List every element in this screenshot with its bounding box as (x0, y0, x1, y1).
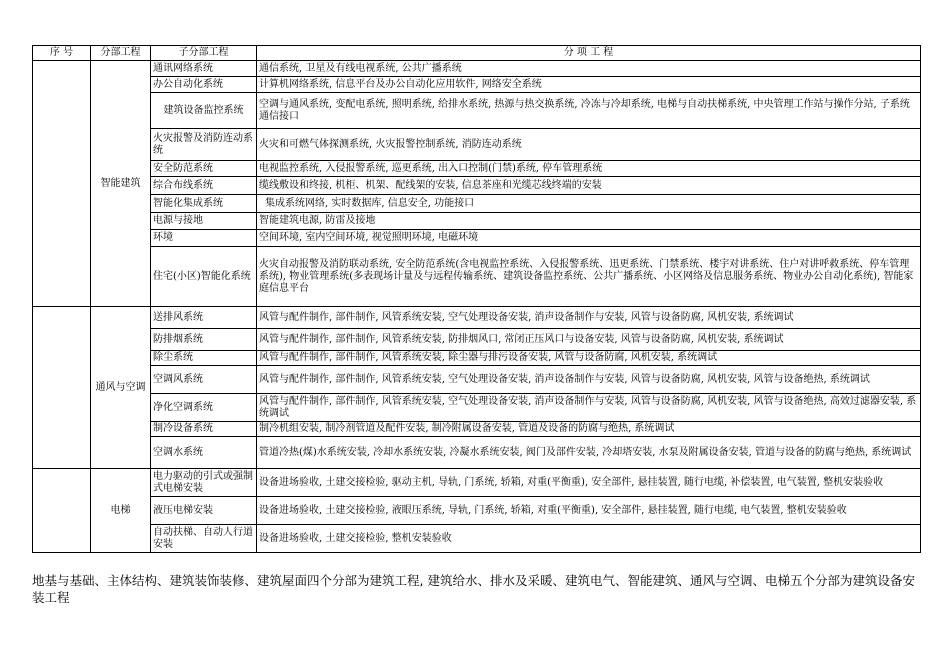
table-row (33, 61, 921, 77)
table-row (33, 247, 921, 307)
table-row (33, 366, 921, 394)
subdivision-cell: 办公自动化系统 (151, 77, 257, 93)
subdivision-cell: 通讯网络系统 (151, 61, 257, 77)
header-seq: 序 号 (33, 46, 91, 61)
items-cell: 风管与配件制作, 部件制作, 风管系统安装, 空气处理设备安装, 消声设备制作与安装, 风管与设备防腐, 风机安装, 系统调试 (257, 307, 921, 329)
table-row (33, 394, 921, 422)
table-row (33, 230, 921, 247)
table-row (33, 93, 921, 129)
subdivision-cell: 空调水系统 (151, 437, 257, 469)
items-cell: 设备进场验收, 土建交接检验, 驱动主机, 导轨, 门系统, 轿箱, 对重(平衡重), 安全部件, 悬挂装置, 随行电缆, 补偿装置, 电气装置, 整机安装验收 (257, 469, 921, 497)
subdivision-cell: 制冷设备系统 (151, 422, 257, 437)
table-row (33, 177, 921, 195)
table-row (33, 77, 921, 93)
subdivision-cell: 安全防范系统 (151, 161, 257, 177)
table-row (33, 351, 921, 366)
items-cell: 风管与配件制作, 部件制作, 风管系统安装, 空气处理设备安装, 消声设备制作与安装, 风管与设备防腐, 风机安装, 风管与设备绝热, 高效过滤器安装, 系统调试 (257, 394, 921, 422)
items-cell: 风管与配件制作, 部件制作, 风管系统安装, 空气处理设备安装, 消声设备制作与安装, 风管与设备防腐, 风机安装, 风管与设备绝热, 系统调试 (257, 366, 921, 394)
subdivision-cell: 净化空调系统 (151, 394, 257, 422)
table-row (33, 307, 921, 329)
subdivision-cell: 火灾报警及消防连动系统 (151, 129, 257, 161)
subdivision-cell: 电力驱动的引式或强制式电梯安装 (151, 469, 257, 497)
items-cell: 计算机网络系统, 信息平台及办公自动化应用软件, 网络安全系统 (257, 77, 921, 93)
subdivision-cell: 液压电梯安装 (151, 497, 257, 525)
header-division: 分部工程 (91, 46, 151, 61)
table-row (33, 213, 921, 230)
items-cell: 空调与通风系统, 变配电系统, 照明系统, 给排水系统, 热源与热交换系统, 冷冻与冷却系统, 电梯与自动扶梯系统, 中央管理工作站与操作分站, 子系统通信接口 (257, 93, 921, 129)
items-cell: 设备进场验收, 土建交接检验, 液眼压系统, 导轨, 门系统, 轿箱, 对重(平衡重), 安全部件, 悬挂装置, 随行电缆, 电气装置, 整机安装验收 (257, 497, 921, 525)
subdivision-cell: 环境 (151, 230, 257, 247)
division-cell: 智能建筑 (91, 61, 151, 307)
subdivision-cell: 综合布线系统 (151, 177, 257, 195)
items-cell: 管道冷热(煤)水系统安装, 冷却水系统安装, 冷凝水系统安装, 阀门及部件安装, 冷却塔安装, 水泵及附属设备安装, 管道与设备的防腐与绝热, 系统调试 (257, 437, 921, 469)
items-cell: 制冷机组安装, 制冷剂管道及配件安装, 制冷附属设备安装, 管道及设备的防腐与绝热, 系统调试 (257, 422, 921, 437)
seq-cell (33, 469, 91, 553)
header-items: 分 项 工 程 (257, 46, 921, 61)
seq-cell (33, 307, 91, 469)
header-row (33, 46, 921, 61)
subdivision-cell: 住宅(小区)智能化系统 (151, 247, 257, 307)
items-cell: 风管与配件制作, 部件制作, 风管系统安装, 防排烟风口, 常闭正压风口与设备安装, 风管与设备防腐, 风机安装, 系统调试 (257, 329, 921, 351)
table-row (33, 129, 921, 161)
subdivision-cell: 建筑设备监控系统 (151, 93, 257, 129)
division-cell: 电梯 (91, 469, 151, 553)
items-cell: 通信系统, 卫星及有线电视系统, 公共广播系统 (257, 61, 921, 77)
items-cell: 风管与配件制作, 部件制作, 风管系统安装, 除尘器与排污设备安装, 风管与设备防腐, 风机安装, 系统调试 (257, 351, 921, 366)
items-cell: 电视监控系统, 入侵报警系统, 巡更系统, 出入口控制(门禁)系统, 停车管理系统 (257, 161, 921, 177)
table-row (33, 329, 921, 351)
items-cell: 火灾自动报警及消防联动系统, 安全防范系统(含电视监控系统、入侵报警系统、迅更系统、门禁系统、楼宇对讲系统、住户对讲呼救系统、停车管理系统), 物业管理系统(多表现场计量及与远程传输系统、建筑设备监控系统、公共广播系统、小区网络及信息服务系统、物业办公自动化系统), 智能家庭信息平台 (257, 247, 921, 307)
subdivision-cell: 智能化集成系统 (151, 195, 257, 213)
table-row (33, 497, 921, 525)
items-cell: 集成系统网络, 实时数据库, 信息安全, 功能接口 (257, 195, 921, 213)
table-row (33, 525, 921, 553)
subdivision-cell: 自动扶梯、自动人行道安装 (151, 525, 257, 553)
header-subdivision: 子分部工程 (151, 46, 257, 61)
subdivision-cell: 送排风系统 (151, 307, 257, 329)
subdivision-cell: 电源与接地 (151, 213, 257, 230)
seq-cell (33, 61, 91, 307)
table-row (33, 422, 921, 437)
subdivision-cell: 空调风系统 (151, 366, 257, 394)
subdivision-cell: 除尘系统 (151, 351, 257, 366)
items-cell: 缆线敷设和终接, 机柜、机架、配线架的安装, 信息茶座和光缆芯线终端的安装 (257, 177, 921, 195)
items-cell: 智能建筑电源, 防雷及接地 (257, 213, 921, 230)
division-cell: 通风与空调 (91, 307, 151, 469)
table-row (33, 469, 921, 497)
footnote: 地基与基础、主体结构、建筑装饰装修、建筑屋面四个分部为建筑工程, 建筑给水、排水及采暖、建筑电气、智能建筑、通风与空调、电梯五个分部为建筑设备安装工程 (32, 573, 915, 605)
items-cell: 设备进场验收, 土建交接检验, 整机安装验收 (257, 525, 921, 553)
table-row (33, 437, 921, 469)
engineering-division-table (32, 45, 921, 553)
table-row (33, 161, 921, 177)
table-row (33, 195, 921, 213)
items-cell: 火灾和可燃气体探测系统, 火灾报警控制系统, 消防连动系统 (257, 129, 921, 161)
items-cell: 空间环境, 室内空间环境, 视觉照明环境, 电磁环境 (257, 230, 921, 247)
subdivision-cell: 防排烟系统 (151, 329, 257, 351)
